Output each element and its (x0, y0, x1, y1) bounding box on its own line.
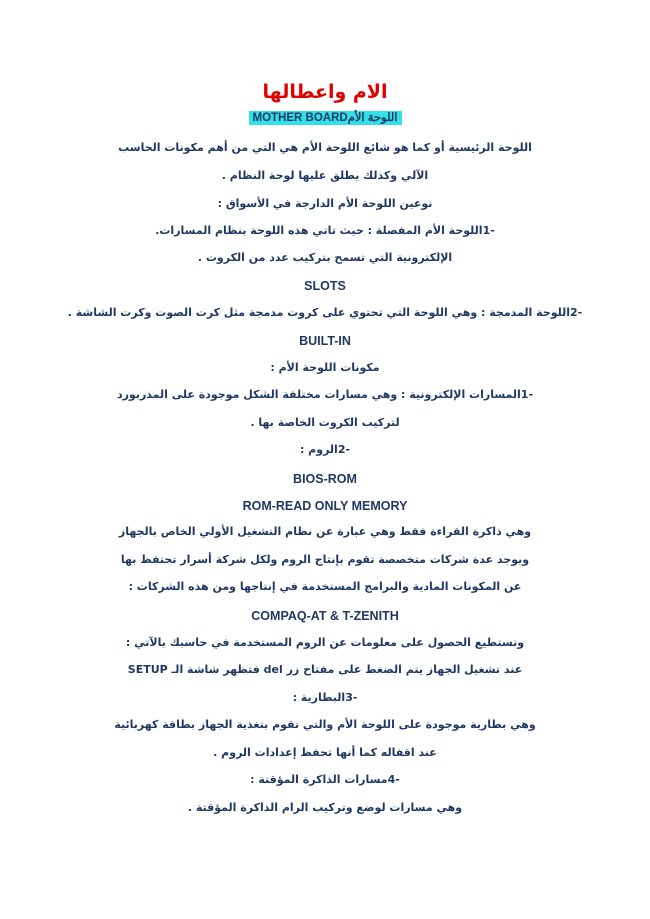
paragraph-line: -4مسارات الذاكرة المؤقتة : (250, 773, 400, 786)
highlighted-subtitle: اللوحة الأمMOTHER BOARD (249, 111, 402, 125)
paragraph-line: وهي بطارية موجودة على اللوحة الأم والتي تقوم بتغذية الجهاز بطاقة كهربائية (114, 718, 536, 731)
paragraph-line: الإلكترونية التي تسمح بتركيب عدد من الكروت . (197, 251, 453, 264)
paragraph-line: وتستطيع الحصول على معلومات عن الروم المستخدمة في حاسبك بالآتي : (125, 636, 525, 649)
section-heading: BIOS-ROM (293, 472, 357, 486)
paragraph-line: -2اللوحة المدمجة : وهي اللوحة التي تحتوي على كروت مدمجة مثل كرت الصوت وكرت الشاشة . (67, 306, 583, 319)
paragraph-line: ويوجد عدة شركات متخصصة تقوم بإنتاج الروم ولكل شركة أسرار تحتفظ بها (120, 553, 530, 566)
page-title: الام واعطالها (262, 81, 388, 103)
paragraph-line: لتركيب الكروت الخاصة بها . (250, 416, 400, 429)
section-heading: ROM-READ ONLY MEMORY (242, 499, 408, 513)
paragraph-line: عند اقفاله كما أنها تحفظ إعدادات الروم . (213, 746, 437, 759)
paragraph-line: وهي ذاكرة القراءة فقط وهي عبارة عن نظام التشغيل الأولي الخاص بالجهاز (118, 525, 532, 538)
section-heading: SLOTS (304, 279, 346, 293)
paragraph-line: مكونات اللوحة الأم : (270, 361, 380, 374)
paragraph-line: -1اللوحة الأم المفصلة : حيث تاتي هذه اللوحة بنظام المسارات. (155, 224, 495, 237)
paragraph-line: -3البطارية : (292, 691, 358, 704)
paragraph-line: عن المكونات المادية والبرامج المستخدمة في إنتاجها ومن هذه الشركات : (128, 580, 522, 593)
section-heading: BUILT-IN (299, 334, 351, 348)
paragraph-line: -1المسارات الإلكترونية : وهي مسارات مختلفة الشكل موجودة على المذربورد (116, 388, 534, 401)
paragraph-line: -2الروم : (299, 443, 351, 456)
paragraph-line: الآلي وكذلك يطلق عليها لوحة النظام . (221, 169, 429, 182)
section-heading: COMPAQ-AT & T-ZENITH (251, 609, 399, 623)
paragraph-line: نوعين اللوحة الأم الدارجة في الأسواق : (217, 197, 433, 210)
paragraph-line: وهي مسارات لوضع وتركيب الرام الذاكرة المؤقتة . (187, 801, 463, 814)
paragraph-line: اللوحة الرئيسية أو كما هو شائع اللوحة الأم هي التي من أهم مكونات الحاسب (118, 141, 532, 154)
subtitle-line (60, 111, 590, 125)
paragraph-line: عند تشغيل الجهاز يتم الضغط على مفتاح زر del فتظهر شاشة الـ SETUP (127, 663, 523, 676)
